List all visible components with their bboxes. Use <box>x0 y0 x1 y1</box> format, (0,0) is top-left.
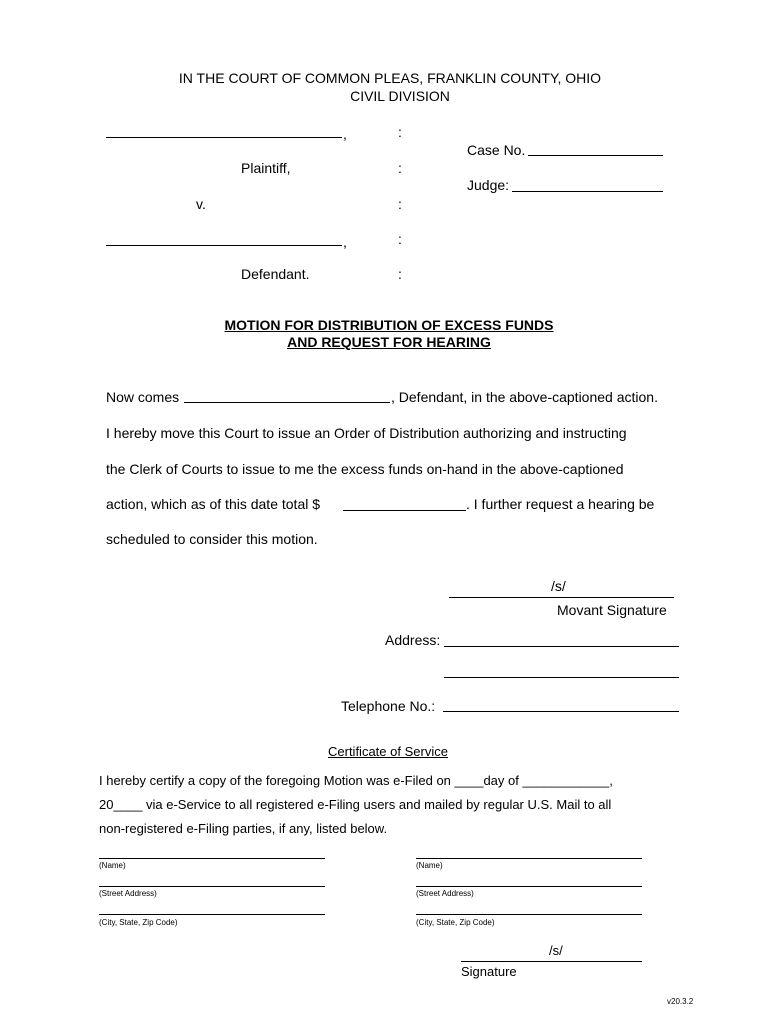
telephone-line[interactable] <box>443 711 679 712</box>
certificate-s-mark: /s/ <box>549 943 563 958</box>
service-city-label-left: (City, State, Zip Code) <box>99 918 178 927</box>
service-name-line-right[interactable] <box>416 858 642 859</box>
motion-title-line2: AND REQUEST FOR HEARING <box>287 334 491 350</box>
plaintiff-comma: , <box>343 126 347 142</box>
address-label: Address: <box>385 632 441 648</box>
caption-colon: : <box>398 196 402 212</box>
amount-line[interactable] <box>343 510 466 511</box>
movant-name-line[interactable] <box>184 402 390 403</box>
motion-title-line1: MOTION FOR DISTRIBUTION OF EXCESS FUNDS <box>224 317 554 333</box>
body-now-comes: Now comes <box>106 389 180 405</box>
movant-signature-line[interactable] <box>449 597 674 598</box>
movant-signature-label: Movant Signature <box>557 602 667 618</box>
version-label: v20.3.2 <box>667 997 694 1006</box>
telephone-label: Telephone No.: <box>341 698 436 714</box>
defendant-label: Defendant. <box>241 266 310 282</box>
service-street-label-left: (Street Address) <box>99 889 157 898</box>
plaintiff-label: Plaintiff, <box>241 160 291 176</box>
versus-label: v. <box>196 196 206 212</box>
body-line-2: I hereby move this Court to issue an Order of Distribution authorizing and instructing <box>106 425 627 441</box>
caption-colon: : <box>398 266 402 282</box>
certificate-line-1: I hereby certify a copy of the foregoing Motion was e-Filed on ____day of ____________, <box>99 773 613 788</box>
service-city-line-right[interactable] <box>416 914 642 915</box>
service-street-line-right[interactable] <box>416 886 642 887</box>
division-heading: CIVIL DIVISION <box>350 88 450 104</box>
service-name-label-right: (Name) <box>416 861 443 870</box>
service-name-line-left[interactable] <box>99 858 325 859</box>
defendant-comma: , <box>343 234 347 250</box>
address-line-1[interactable] <box>444 646 679 647</box>
service-name-label-left: (Name) <box>99 861 126 870</box>
judge-line[interactable] <box>512 191 663 192</box>
case-no-line[interactable] <box>528 155 663 156</box>
certificate-line-2: 20____ via e-Service to all registered e-Filing users and mailed by regular U.S. Mail to all <box>99 797 612 812</box>
certificate-heading: Certificate of Service <box>328 744 448 759</box>
caption-colon: : <box>398 231 402 247</box>
certificate-signature-line[interactable] <box>461 961 642 962</box>
body-line-5: scheduled to consider this motion. <box>106 531 318 547</box>
body-line-4b: . I further request a hearing be <box>466 496 655 512</box>
defendant-name-line[interactable] <box>106 245 342 246</box>
body-line-4a: action, which as of this date total $ <box>106 496 321 512</box>
body-line-3: the Clerk of Courts to issue to me the excess funds on-hand in the above-captioned <box>106 461 624 477</box>
caption-colon: : <box>398 160 402 176</box>
plaintiff-name-line[interactable] <box>106 137 342 138</box>
service-street-line-left[interactable] <box>99 886 325 887</box>
judge-label: Judge: <box>467 177 510 193</box>
body-defendant-action: , Defendant, in the above-captioned action. <box>391 389 658 405</box>
certificate-signature-label: Signature <box>461 964 517 979</box>
service-city-label-right: (City, State, Zip Code) <box>416 918 495 927</box>
service-street-label-right: (Street Address) <box>416 889 474 898</box>
caption-colon: : <box>398 124 402 140</box>
certificate-line-3: non-registered e-Filing parties, if any, listed below. <box>99 821 388 836</box>
court-heading: IN THE COURT OF COMMON PLEAS, FRANKLIN COUNTY, OHIO <box>178 70 602 86</box>
movant-s-mark: /s/ <box>551 578 566 594</box>
case-no-label: Case No. <box>467 142 526 158</box>
service-city-line-left[interactable] <box>99 914 325 915</box>
address-line-2[interactable] <box>444 677 679 678</box>
